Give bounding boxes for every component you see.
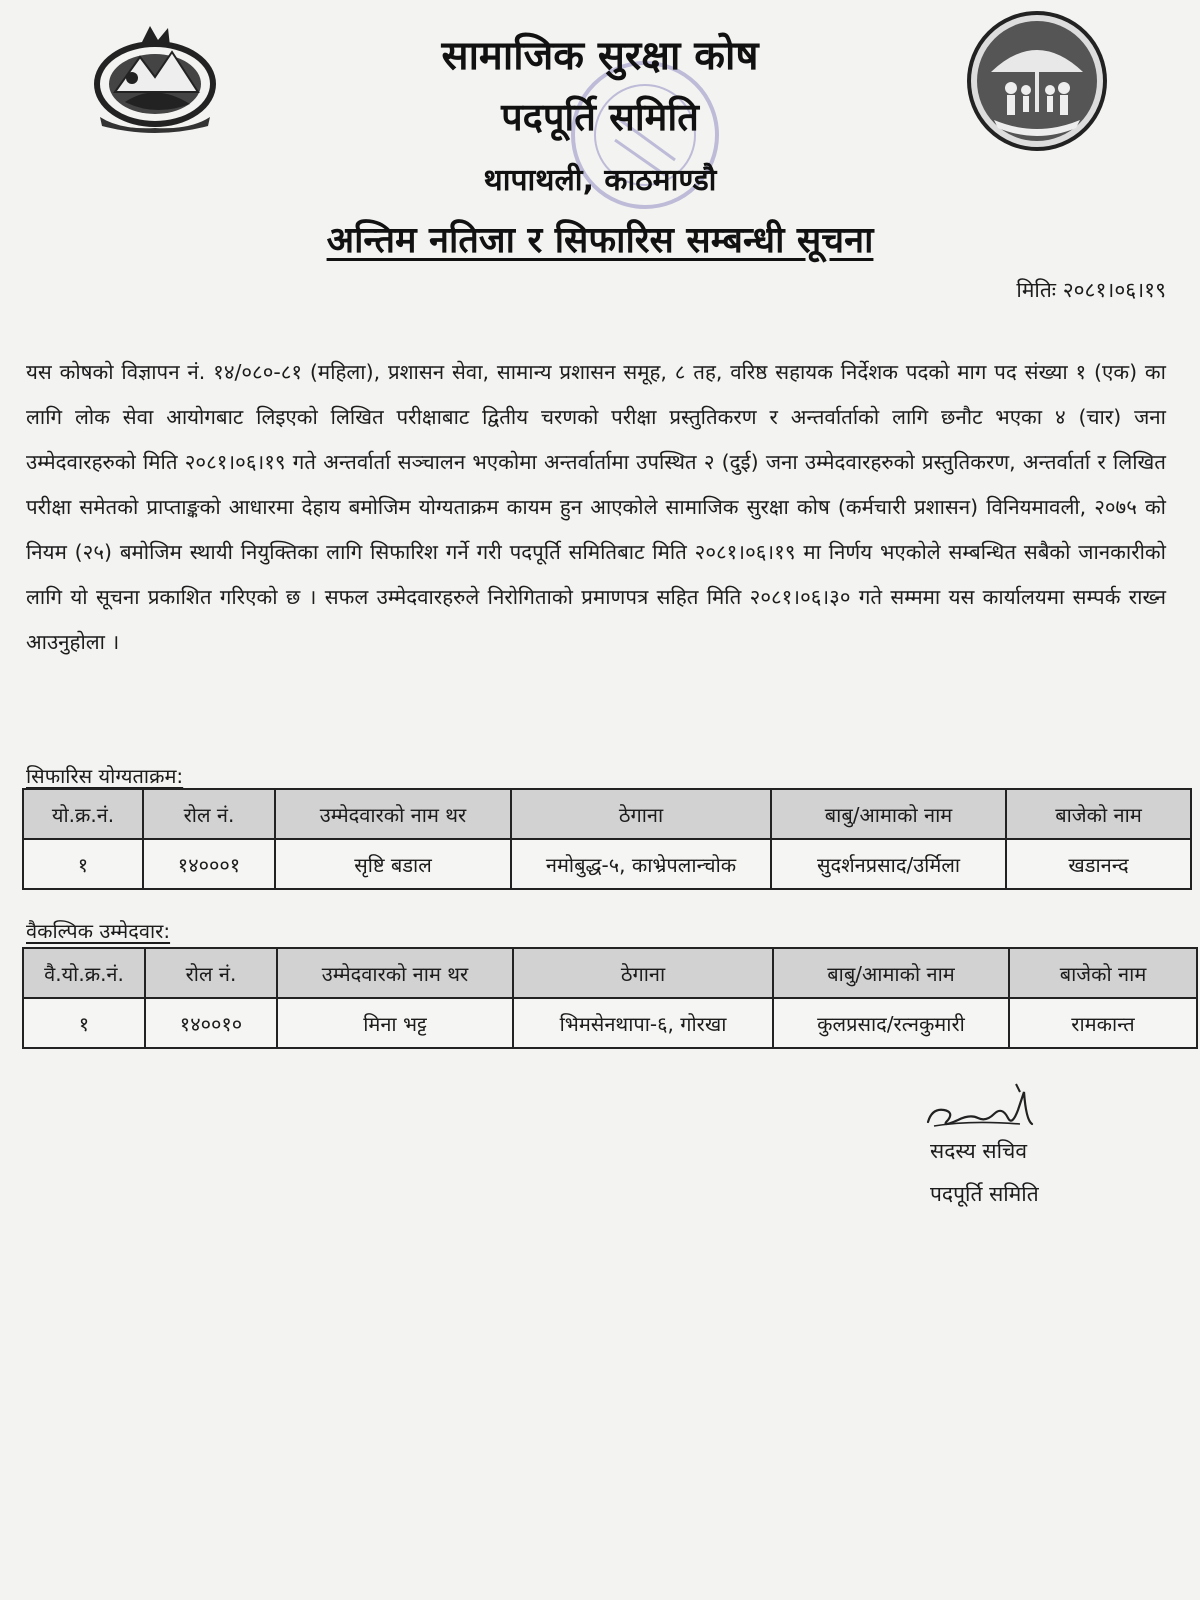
cell-address: नमोबुद्ध-५, काभ्रेपलान्चोक bbox=[511, 839, 771, 889]
notice-title-text: अन्तिम नतिजा र सिफारिस सम्बन्धी सूचना bbox=[326, 220, 874, 261]
recommended-table bbox=[22, 788, 1192, 890]
notice-date: मितिः २०८१।०६।१९ bbox=[1016, 278, 1166, 302]
col-header-address: ठेगाना bbox=[513, 948, 773, 998]
cell-address: भिमसेनथापा-६, गोरखा bbox=[513, 998, 773, 1048]
col-header-name: उम्मेदवारको नाम थर bbox=[275, 789, 511, 839]
cell-parents: सुदर्शनप्रसाद/उर्मिला bbox=[771, 839, 1006, 889]
col-header-grandfather: बाजेको नाम bbox=[1006, 789, 1191, 839]
signatory-committee: पदपूर्ति समिति bbox=[930, 1182, 1039, 1206]
cell-name: सृष्टि बडाल bbox=[275, 839, 511, 889]
col-header-serial: वै.यो.क्र.नं. bbox=[23, 948, 145, 998]
col-header-name: उम्मेदवारको नाम थर bbox=[277, 948, 513, 998]
table-header-row bbox=[23, 789, 1191, 839]
alternate-section-label: वैकल्पिक उम्मेदवार: bbox=[26, 919, 171, 943]
cell-roll: १४०००१ bbox=[143, 839, 275, 889]
signature-icon bbox=[920, 1080, 1050, 1140]
col-header-address: ठेगाना bbox=[511, 789, 771, 839]
col-header-parents: बाबु/आमाको नाम bbox=[773, 948, 1009, 998]
notice-body: यस कोषको विज्ञापन नं. १४/०८०-८१ (महिला), प्रशासन सेवा, सामान्य प्रशासन समूह, ८ तह, वरिष्ठ सहायक निर्देशक पदको माग पद संख्या १ (एक) का लागि लोक सेवा आयोगबाट लिइएको लिखित परीक्षाबाट द्वितीय चरणको परीक्षा प्रस्तुतिकरण र अन्तर्वार्ताको लागि छनौट भएका ४ (चार) जना उम्मेदवारहरुको मिति २०८१।०६।१९ गते अन्तर्वार्ता सञ्चालन भएकोमा अन्तर्वार्तामा उपस्थित २ (दुई) जना उम्मेदवारहरुको प्रस्तुतिकरण, अन्तर्वार्ता र लिखित परीक्षा समेतको प्राप्ताङ्कको आधारमा देहाय बमोजिम योग्यताक्रम कायम हुन आएकोले सामाजिक सुरक्षा कोष (कर्मचारी प्रशासन) विनियमावली, २०७५ को नियम (२५) बमोजिम स्थायी नियुक्तिका लागि सिफारिश गर्ने गरी पदपूर्ति समितिबाट मिति २०८१।०६।१९ मा निर्णय भएकोले सम्बन्धित सबैको जानकारीको लागि यो सूचना प्रकाशित गरिएको छ । सफल उम्मेदवारहरुले निरोगिताको प्रमाणपत्र सहित मिति २०८१।०६।३० गते सम्ममा यस कार्यालयमा सम्पर्क राख्न आउनुहोला । bbox=[26, 360, 1166, 654]
table-row bbox=[23, 839, 1191, 889]
table-header-row bbox=[23, 948, 1197, 998]
ssf-logo-icon bbox=[966, 10, 1108, 152]
cell-name: मिना भट्ट bbox=[277, 998, 513, 1048]
col-header-roll: रोल नं. bbox=[143, 789, 275, 839]
table-row bbox=[23, 998, 1197, 1048]
col-header-roll: रोल नं. bbox=[145, 948, 277, 998]
col-header-serial: यो.क्र.नं. bbox=[23, 789, 143, 839]
col-header-parents: बाबु/आमाको नाम bbox=[771, 789, 1006, 839]
notice-title bbox=[270, 214, 930, 263]
alternate-table bbox=[22, 947, 1198, 1049]
col-header-grandfather: बाजेको नाम bbox=[1009, 948, 1197, 998]
recommended-section-label: सिफारिस योग्यताक्रम: bbox=[26, 764, 184, 788]
signatory-title: सदस्य सचिव bbox=[930, 1139, 1028, 1163]
org-name: सामाजिक सुरक्षा कोष bbox=[441, 33, 759, 79]
cell-serial: १ bbox=[23, 998, 145, 1048]
office-location: थापाथली, काठमाण्डौ bbox=[483, 163, 717, 198]
government-emblem-icon bbox=[80, 22, 230, 137]
cell-grandfather: रामकान्त bbox=[1009, 998, 1197, 1048]
committee-name: पदपूर्ति समिति bbox=[501, 95, 699, 139]
cell-serial: १ bbox=[23, 839, 143, 889]
cell-roll: १४००१० bbox=[145, 998, 277, 1048]
cell-parents: कुलप्रसाद/रत्नकुमारी bbox=[773, 998, 1009, 1048]
cell-grandfather: खडानन्द bbox=[1006, 839, 1191, 889]
